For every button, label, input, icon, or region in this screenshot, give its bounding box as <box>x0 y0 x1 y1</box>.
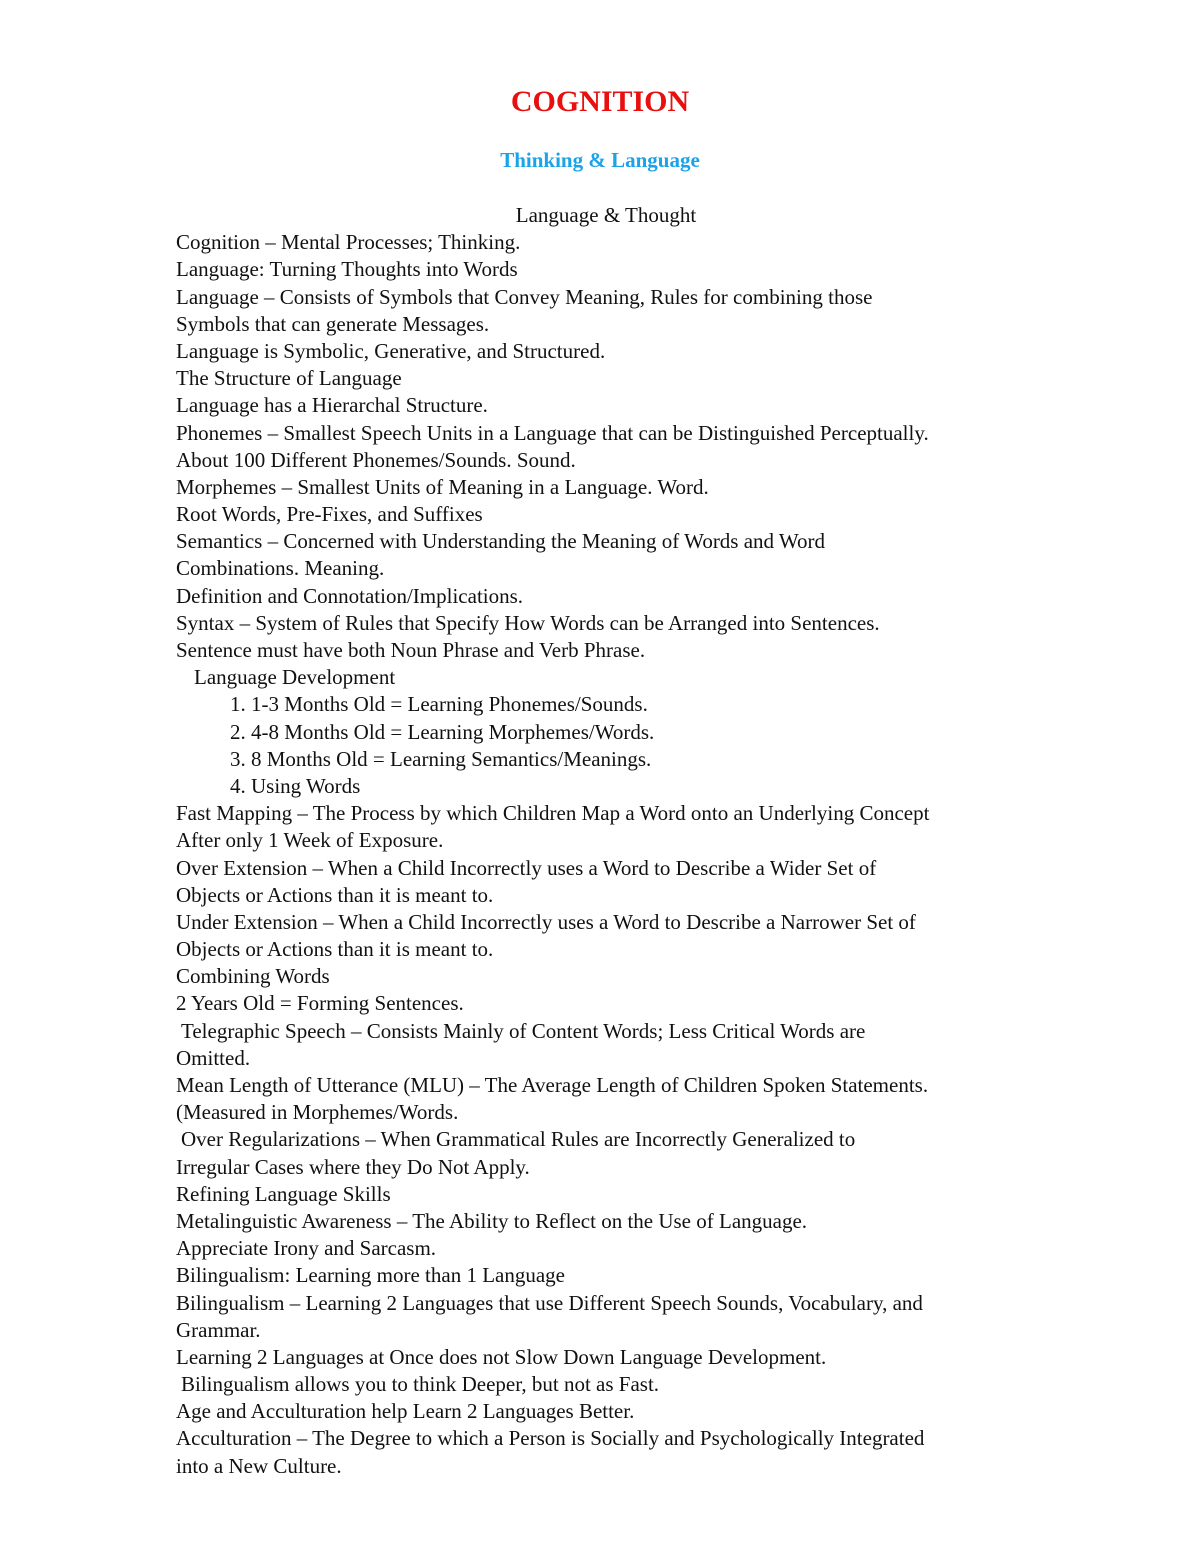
text-line: Omitted. <box>176 1045 251 1070</box>
text-line: Sentence must have both Noun Phrase and Verb Phrase. <box>176 638 646 662</box>
text-line: Bilingualism – Learning 2 Languages that use Different Speech Sounds, Vocabulary, and <box>176 1290 923 1315</box>
list-item: 2. 4-8 Months Old = Learning Morphemes/Words. <box>230 719 655 744</box>
text-line: After only 1 Week of Exposure. <box>176 828 444 853</box>
document-title: COGNITION <box>510 85 690 118</box>
text-line: into a New Culture. <box>176 1453 342 1478</box>
text-line: Acculturation – The Degree to which a Person is Socially and Psychologically Integrated <box>176 1426 925 1451</box>
text-line: Semantics – Concerned with Understanding the Meaning of Words and Word <box>176 529 826 554</box>
text-line: Metalinguistic Awareness – The Ability to Reflect on the Use of Language. <box>176 1208 808 1233</box>
text-line: Over Regularizations – When Grammatical Rules are Incorrectly Generalized to <box>181 1127 856 1152</box>
text-line: About 100 Different Phonemes/Sounds. Sound. <box>176 447 576 472</box>
text-line: Definition and Connotation/Implications. <box>176 583 524 608</box>
text-line: Fast Mapping – The Process by which Children Map a Word onto an Underlying Concept <box>176 801 930 826</box>
text-line: Language: Turning Thoughts into Words <box>176 257 518 282</box>
text-line: Phonemes – Smallest Speech Units in a Language that can be Distinguished Perceptually. <box>176 420 929 445</box>
section-heading: Language & Thought <box>515 203 697 227</box>
text-line: Language has a Hierarchal Structure. <box>176 393 488 418</box>
list-item: 4. Using Words <box>230 773 361 798</box>
text-line: Under Extension – When a Child Incorrectly uses a Word to Describe a Narrower Set of <box>176 909 916 934</box>
text-line: Mean Length of Utterance (MLU) – The Average Length of Children Spoken Statements. <box>176 1073 929 1097</box>
text-line: Bilingualism allows you to think Deeper, but not as Fast. <box>181 1372 660 1397</box>
text-line: Age and Acculturation help Learn 2 Languages Better. <box>176 1399 635 1424</box>
section-heading: Language Development <box>194 665 396 690</box>
text-line: Telegraphic Speech – Consists Mainly of Content Words; Less Critical Words are <box>181 1018 866 1043</box>
text-line: Morphemes – Smallest Units of Meaning in a Language. Word. <box>176 474 709 499</box>
list-item: 3. 8 Months Old = Learning Semantics/Meanings. <box>230 746 652 771</box>
text-line: Objects or Actions than it is meant to. <box>176 937 494 962</box>
document-body <box>176 202 1036 1480</box>
text-line: Over Extension – When a Child Incorrectly uses a Word to Describe a Wider Set of <box>176 855 877 880</box>
text-line: Combinations. Meaning. <box>176 556 385 581</box>
text-line: Root Words, Pre-Fixes, and Suffixes <box>176 502 483 527</box>
text-line: Syntax – System of Rules that Specify How Words can be Arranged into Sentences. <box>176 610 880 635</box>
text-line: Appreciate Irony and Sarcasm. <box>176 1236 437 1261</box>
text-line: Learning 2 Languages at Once does not Slow Down Language Development. <box>176 1344 827 1369</box>
text-line: Language – Consists of Symbols that Convey Meaning, Rules for combining those <box>176 284 873 309</box>
text-line: 2 Years Old = Forming Sentences. <box>176 991 464 1016</box>
text-line: Bilingualism: Learning more than 1 Language <box>176 1263 565 1288</box>
text-line: (Measured in Morphemes/Words. <box>176 1100 459 1125</box>
text-line: Refining Language Skills <box>176 1181 391 1206</box>
list-item: 1. 1-3 Months Old = Learning Phonemes/Sounds. <box>230 692 648 717</box>
text-line: Irregular Cases where they Do Not Apply. <box>176 1154 530 1179</box>
text-line: Objects or Actions than it is meant to. <box>176 882 494 907</box>
text-line: Combining Words <box>176 964 330 989</box>
text-line: Language is Symbolic, Generative, and Structured. <box>176 338 606 363</box>
text-line: Symbols that can generate Messages. <box>176 311 490 336</box>
document-subtitle: Thinking & Language <box>500 148 700 172</box>
text-line: Grammar. <box>176 1317 261 1342</box>
text-line: Cognition – Mental Processes; Thinking. <box>176 230 521 255</box>
text-line: The Structure of Language <box>176 366 402 391</box>
